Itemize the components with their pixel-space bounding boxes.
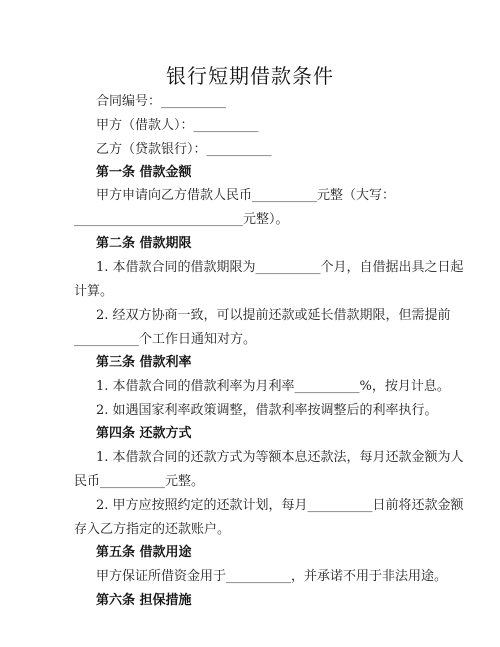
section-2-heading: 第二条 借款期限 (96, 236, 192, 251)
section-1-line: 甲方申请向乙方借款人民币__________元整（大写： (96, 188, 396, 203)
contract-number-field: 合同编号：__________ (96, 94, 227, 109)
document-title: 银行短期借款条件 (166, 64, 334, 88)
section-5-heading: 第五条 借款用途 (96, 545, 192, 560)
section-3-heading: 第三条 借款利率 (96, 355, 192, 370)
section-2-line: 1. 本借款合同的借款期限为__________个月，自借据出具之日起 (96, 260, 464, 275)
section-1-line: __________________________元整）。 (74, 212, 289, 227)
section-2-line: 2. 经双方协商一致，可以提前还款或延长借款期限，但需提前 (96, 308, 451, 323)
section-2-line: 计算。 (74, 284, 114, 299)
section-4-heading: 第四条 还款方式 (96, 426, 192, 441)
section-2-line: __________个工作日通知对方。 (74, 332, 257, 347)
lender-field: 乙方（贷款银行）：__________ (96, 142, 272, 157)
section-3-line: 2. 如遇国家利率政策调整，借款利率按调整后的利率执行。 (96, 403, 438, 418)
section-5-line: 甲方保证所借资金用于__________，并承诺不用于非法用途。 (96, 569, 448, 584)
borrower-field: 甲方（借款人）：__________ (96, 118, 259, 133)
section-4-line: 1. 本借款合同的还款方式为等额本息还款法，每月还款金额为人 (96, 450, 464, 465)
section-1-heading: 第一条 借款金额 (96, 165, 192, 180)
section-4-line: 2. 甲方应按照约定的还款计划，每月__________日前将还款金额 (96, 498, 464, 513)
section-3-line: 1. 本借款合同的借款利率为月利率__________%，按月计息。 (96, 379, 450, 394)
section-4-line: 存入乙方指定的还款账户。 (74, 522, 231, 537)
section-4-line: 民币__________元整。 (74, 474, 205, 489)
section-6-heading: 第六条 担保措施 (96, 593, 192, 608)
